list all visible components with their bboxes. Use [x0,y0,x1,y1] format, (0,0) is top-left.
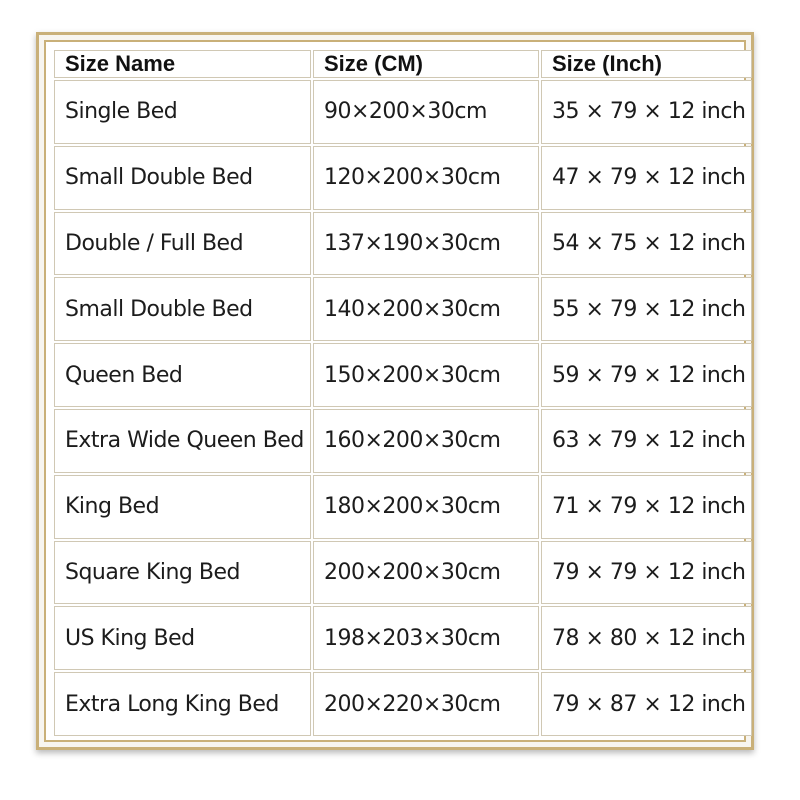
table-row [54,343,752,407]
size-cm-cell: 150×200×30cm [313,343,539,407]
size-cm-cell: 160×200×30cm [313,409,539,473]
table-row [54,606,752,670]
table-header-row [54,50,752,78]
bed-size-table [52,48,754,738]
size-chart-inner-frame [44,40,746,742]
table-row [54,277,752,341]
header-size-name: Size Name [54,50,311,78]
size-name-cell: Extra Long King Bed [54,672,311,736]
header-size-inch: Size (Inch) [541,50,752,78]
table-row [54,409,752,473]
size-name-cell: Single Bed [54,80,311,144]
size-cm-cell: 137×190×30cm [313,212,539,276]
size-name-cell: Small Double Bed [54,277,311,341]
size-name-cell: Extra Wide Queen Bed [54,409,311,473]
size-inch-cell: 59 × 79 × 12 inch [541,343,752,407]
size-inch-cell: 35 × 79 × 12 inch [541,80,752,144]
table-row [54,672,752,736]
size-inch-cell: 55 × 79 × 12 inch [541,277,752,341]
size-cm-cell: 180×200×30cm [313,475,539,539]
size-name-cell: Double / Full Bed [54,212,311,276]
size-cm-cell: 120×200×30cm [313,146,539,210]
size-name-cell: US King Bed [54,606,311,670]
size-name-cell: Square King Bed [54,541,311,605]
size-cm-cell: 200×200×30cm [313,541,539,605]
size-cm-cell: 198×203×30cm [313,606,539,670]
size-name-cell: King Bed [54,475,311,539]
header-size-cm: Size (CM) [313,50,539,78]
size-cm-cell: 200×220×30cm [313,672,539,736]
table-row [54,80,752,144]
size-name-cell: Small Double Bed [54,146,311,210]
size-inch-cell: 79 × 87 × 12 inch [541,672,752,736]
size-chart-frame [36,32,754,750]
size-inch-cell: 79 × 79 × 12 inch [541,541,752,605]
size-inch-cell: 71 × 79 × 12 inch [541,475,752,539]
size-inch-cell: 78 × 80 × 12 inch [541,606,752,670]
size-name-cell: Queen Bed [54,343,311,407]
table-row [54,212,752,276]
size-cm-cell: 140×200×30cm [313,277,539,341]
size-inch-cell: 63 × 79 × 12 inch [541,409,752,473]
table-row [54,146,752,210]
size-inch-cell: 54 × 75 × 12 inch [541,212,752,276]
table-row [54,475,752,539]
size-cm-cell: 90×200×30cm [313,80,539,144]
table-row [54,541,752,605]
size-inch-cell: 47 × 79 × 12 inch [541,146,752,210]
